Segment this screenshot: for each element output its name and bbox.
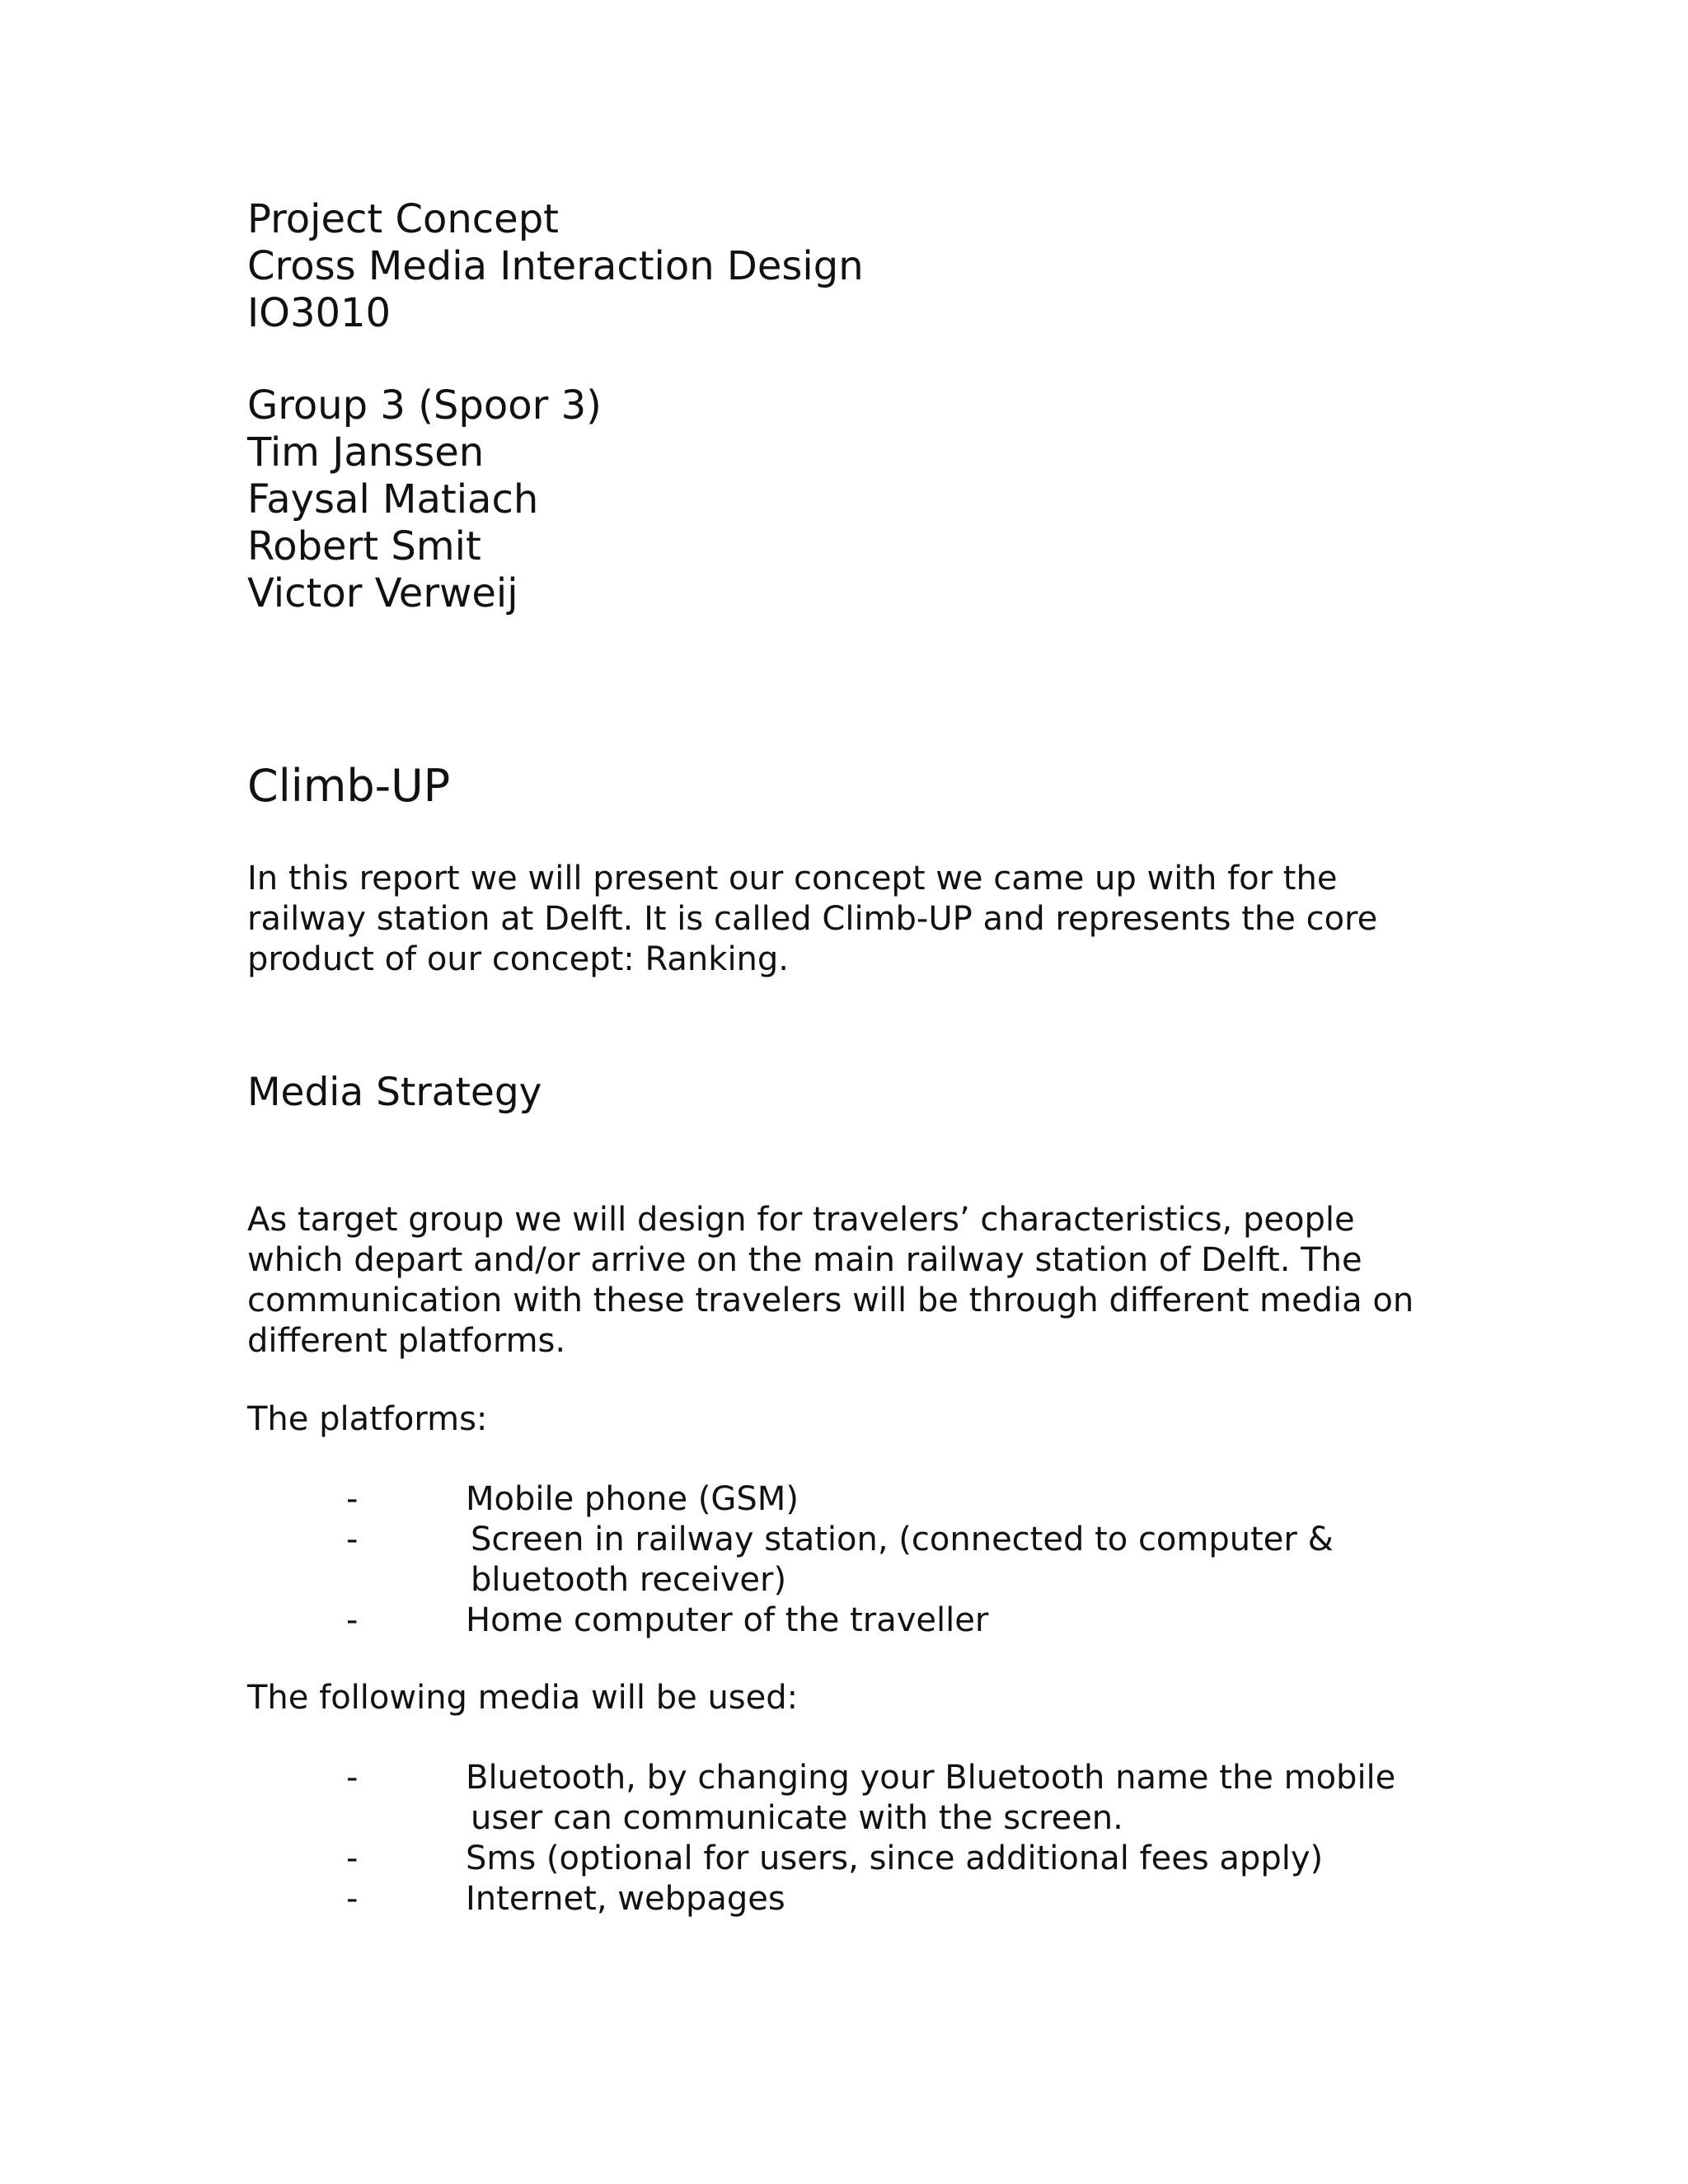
list-item [346,1758,1471,1839]
dash-bullet: - [346,1880,359,1918]
target-group-paragraph [247,1200,1451,1361]
group-members [247,382,602,617]
dash-bullet: - [346,1759,359,1797]
list-item-text: Home computer of the traveller [466,1601,989,1639]
group-name: Group 3 (Spoor 3) [247,382,602,429]
media-list [346,1758,1471,1919]
document-header [247,196,864,337]
paragraph-line: communication with these travelers will be through different media on [247,1282,1414,1319]
media-label: The following media will be used: [247,1679,799,1717]
section-heading-media-strategy: Media Strategy [247,1070,542,1115]
header-line-course-code: IO3010 [247,290,392,336]
member-name: Faysal Matiach [247,476,539,523]
list-item-text: Mobile phone (GSM) [466,1480,799,1518]
list-item [346,1479,1471,1520]
member-name: Victor Verweij [247,570,518,616]
list-item [346,1879,1471,1919]
member-name: Robert Smit [247,523,481,569]
member-name: Tim Janssen [247,429,485,476]
dash-bullet: - [346,1840,359,1877]
header-line-course-name: Cross Media Interaction Design [247,243,864,289]
intro-line: In this report we will present our concept we came up with for the [247,860,1338,898]
intro-line: product of our concept: Ranking. [247,940,790,978]
document-title: Climb-UP [247,760,451,812]
platforms-list [346,1479,1471,1641]
list-item-text: bluetooth receiver) [471,1561,787,1599]
list-item-text: Bluetooth, by changing your Bluetooth name the mobile [466,1759,1396,1797]
list-item-text: Internet, webpages [466,1880,785,1918]
dash-bullet: - [346,1480,359,1518]
list-item-text: Screen in railway station, (connected to computer & [471,1521,1334,1558]
intro-line: railway station at Delft. It is called Climb-UP and represents the core [247,900,1378,938]
list-item-text: user can communicate with the screen. [471,1799,1123,1837]
dash-bullet: - [346,1601,359,1639]
paragraph-line: which depart and/or arrive on the main railway station of Delft. The [247,1241,1362,1279]
platforms-label: The platforms: [247,1400,488,1438]
header-line-project-concept: Project Concept [247,196,559,242]
intro-paragraph [247,859,1451,980]
paragraph-line: As target group we will design for travelers’ characteristics, people [247,1201,1355,1239]
list-item [346,1839,1471,1879]
paragraph-line: different platforms. [247,1322,566,1360]
list-item [346,1520,1471,1601]
list-item [346,1601,1471,1641]
list-item-text: Sms (optional for users, since additional fees apply) [466,1840,1324,1877]
dash-bullet: - [346,1521,359,1558]
